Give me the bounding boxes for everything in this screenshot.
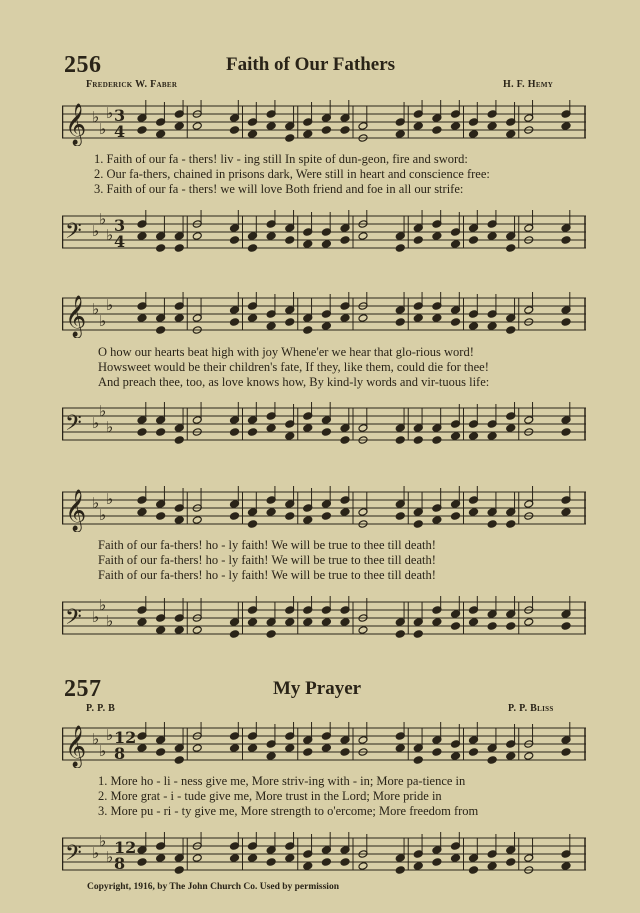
bass-staff-drawing [62, 832, 586, 878]
treble-staff-drawing [62, 292, 586, 338]
bass-staff-drawing [62, 596, 586, 642]
svg-text:𝄞: 𝄞 [65, 726, 87, 767]
lyric-line: And preach thee, too, as love knows how, By kind-ly words and vir-tuous life: [98, 375, 490, 389]
svg-text:♭: ♭ [92, 494, 100, 512]
hymn-number: 256 [64, 52, 102, 78]
svg-text:♭: ♭ [106, 612, 114, 630]
lyric-line: Faith of our fa-thers! ho - ly faith! We will be true to thee till death! [98, 553, 436, 567]
svg-text:♭: ♭ [99, 832, 107, 850]
svg-text:♭: ♭ [92, 414, 100, 432]
svg-text:8: 8 [114, 854, 126, 873]
svg-text:♭: ♭ [99, 596, 107, 614]
treble-staff-drawing [62, 722, 586, 768]
bass-staff-drawing [62, 402, 586, 448]
svg-text:♭: ♭ [106, 848, 114, 866]
svg-text:𝄢: 𝄢 [65, 219, 82, 249]
svg-text:𝄞: 𝄞 [65, 490, 87, 531]
svg-text:♭: ♭ [106, 226, 114, 244]
svg-text:♭: ♭ [106, 104, 114, 122]
svg-text:𝄢: 𝄢 [65, 841, 82, 871]
svg-text:𝄞: 𝄞 [65, 104, 87, 145]
svg-text:4: 4 [114, 122, 126, 141]
svg-text:3: 3 [114, 216, 126, 235]
author-credit: Frederick W. Faber [86, 79, 178, 90]
svg-text:𝄞: 𝄞 [65, 296, 87, 337]
hymn-title: Faith of Our Fathers [226, 54, 396, 75]
svg-text:♭: ♭ [106, 418, 114, 436]
svg-text:♭: ♭ [92, 730, 100, 748]
composer-credit: H. F. Hemy [503, 79, 554, 90]
copyright-notice: Copyright, 1916, by The John Church Co. Used by permission [87, 882, 339, 892]
bass-staff [62, 210, 586, 256]
svg-text:♭: ♭ [92, 222, 100, 240]
svg-text:𝄢: 𝄢 [65, 605, 82, 635]
lyric-line: O how our hearts beat high with joy Whene'er we hear that glo-rious word! [98, 345, 474, 359]
hymn-number: 257 [64, 676, 102, 702]
lyric-line: Faith of our fa-thers! ho - ly faith! We will be true to thee till death! [98, 538, 436, 552]
svg-text:♭: ♭ [92, 300, 100, 318]
svg-text:♭: ♭ [106, 490, 114, 508]
bass-staff-drawing [62, 210, 586, 256]
svg-text:♭: ♭ [106, 726, 114, 744]
svg-text:12: 12 [114, 838, 137, 857]
lyric-line: Faith of our fa-thers! ho - ly faith! We will be true to thee till death! [98, 568, 436, 582]
svg-text:♭: ♭ [99, 120, 107, 138]
svg-text:♭: ♭ [99, 402, 107, 420]
lyric-line: 3. Faith of our fa - thers! we will love Both friend and foe in all our strife: [94, 182, 464, 196]
svg-text:♭: ♭ [106, 296, 114, 314]
lyric-line: 2. More grat - i - tude give me, More trust in the Lord; More pride in [98, 789, 442, 803]
bass-staff [62, 596, 586, 642]
svg-text:8: 8 [114, 744, 126, 763]
lyric-line: 1. More ho - li - ness give me, More striv-ing with - in; More pa-tience in [98, 774, 466, 788]
svg-text:𝄢: 𝄢 [65, 411, 82, 441]
lyric-line: 2. Our fa-thers, chained in prisons dark, Were still in heart and conscience free: [94, 167, 490, 181]
svg-text:3: 3 [114, 106, 126, 125]
svg-text:♭: ♭ [92, 608, 100, 626]
lyric-line: 1. Faith of our fa - thers! liv - ing still In spite of dun-geon, fire and sword: [94, 152, 468, 166]
lyric-line: 3. More pu - ri - ty give me, More strength to o'ercome; More freedom from [98, 804, 479, 818]
treble-staff-drawing [62, 486, 586, 532]
svg-text:♭: ♭ [99, 312, 107, 330]
bass-staff [62, 832, 586, 878]
svg-text:♭: ♭ [99, 742, 107, 760]
svg-text:♭: ♭ [92, 108, 100, 126]
lyric-line: Howsweet would be their children's fate, If they, like them, could die for thee! [98, 360, 489, 374]
svg-text:♭: ♭ [92, 844, 100, 862]
bass-staff [62, 402, 586, 448]
treble-staff [62, 100, 586, 146]
svg-text:12: 12 [114, 728, 137, 747]
treble-staff-drawing [62, 100, 586, 146]
svg-text:4: 4 [114, 232, 126, 251]
svg-text:♭: ♭ [99, 210, 107, 228]
hymn-title: My Prayer [273, 678, 362, 699]
treble-staff [62, 722, 586, 768]
treble-staff [62, 486, 586, 532]
svg-text:♭: ♭ [99, 506, 107, 524]
treble-staff [62, 292, 586, 338]
author-credit: P. P. B [86, 703, 116, 714]
composer-credit: P. P. Bliss [508, 703, 554, 714]
